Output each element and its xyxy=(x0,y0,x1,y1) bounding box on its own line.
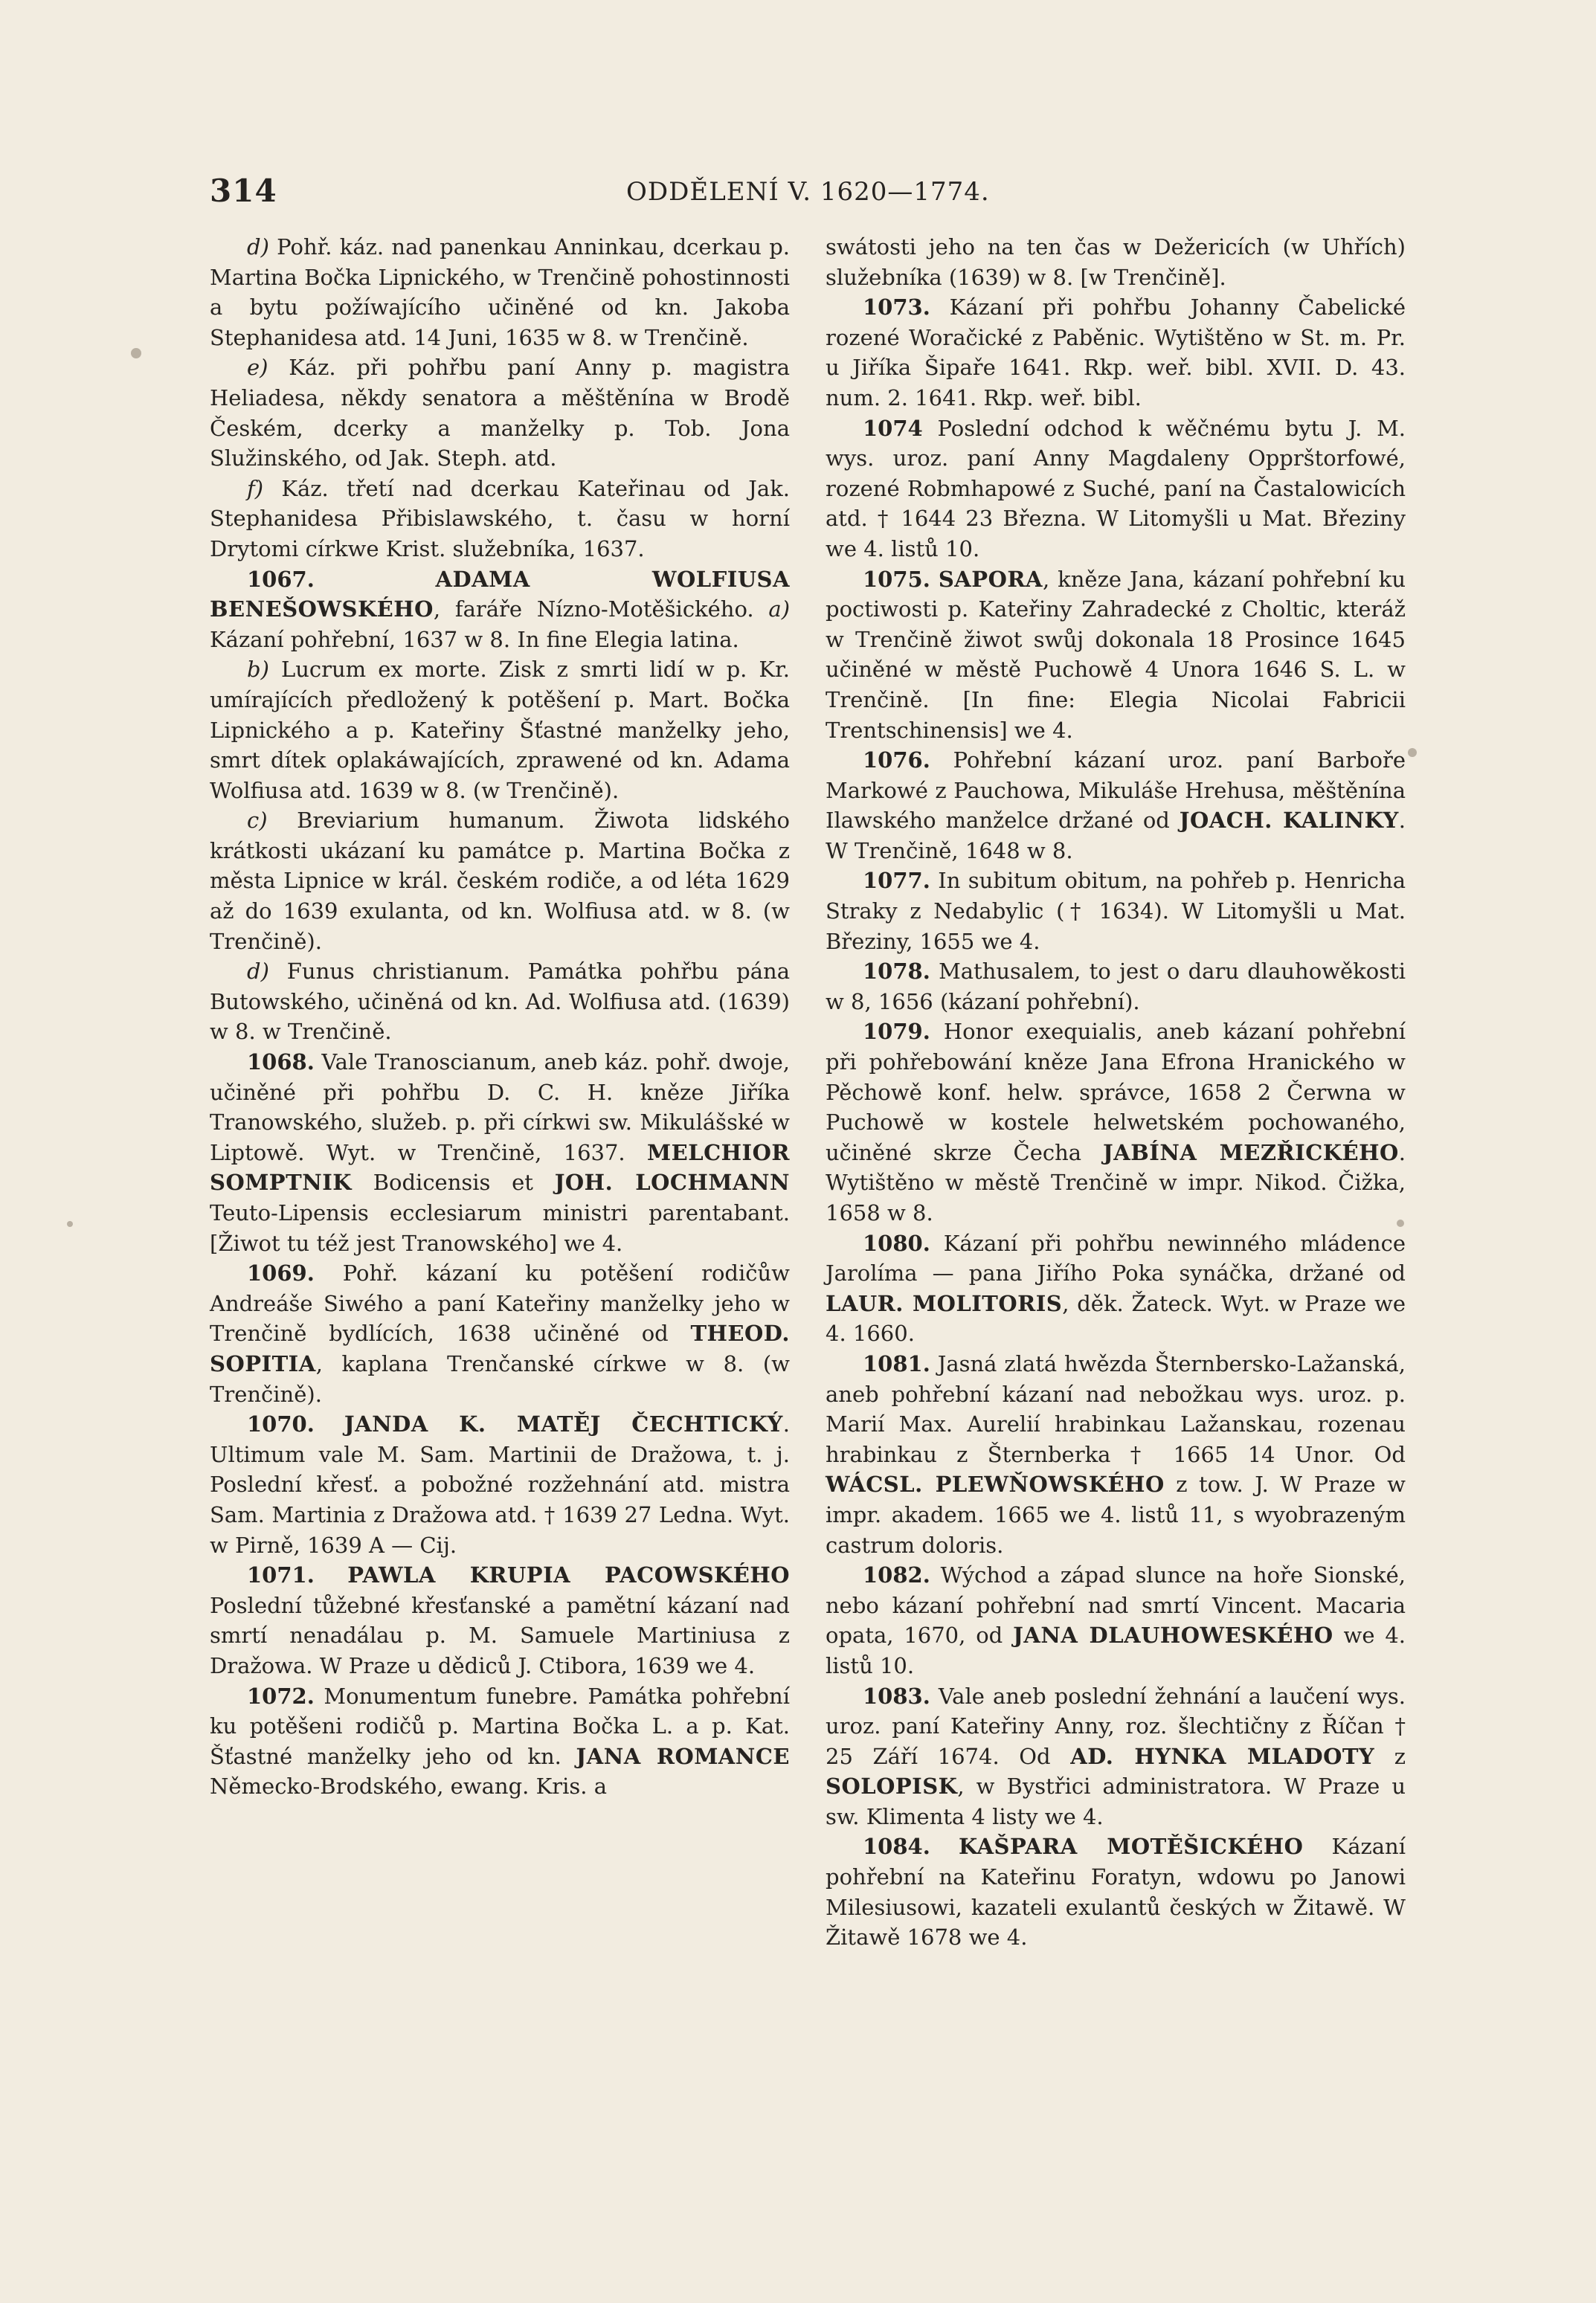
entry-1068 xyxy=(210,1047,790,1258)
paper-speck xyxy=(1408,748,1417,757)
entry-number: 1076. xyxy=(863,747,930,773)
entry-text: Jasná zlatá hwězda Šternbersko-Lažanská, aneb pohřební kázaní nad nebožkau wys. uroz. p. Marií Max. Aurelií hrabinkau Lažanskau, rozenau hrabinkau z Šternberka † 1665 14 Unor. Od xyxy=(826,1350,1406,1467)
left-column xyxy=(210,232,790,1802)
entry-1075 xyxy=(826,564,1406,746)
entry-number: 1067. xyxy=(247,566,315,592)
author-name: AD. HYNKA MLADOTY xyxy=(1070,1743,1375,1769)
entry-text: Wýchod a západ slunce na hoře Sionské, nebo kázaní pohřební nad smrtí Vincent. Macaria opata, 1670, od xyxy=(826,1562,1406,1649)
author-name: THEOD. SOPITIA xyxy=(210,1321,791,1376)
entry-number: 1083. xyxy=(863,1683,930,1709)
entry-1066f xyxy=(210,474,790,564)
author-name: SAPORA xyxy=(938,566,1043,592)
entry-number: 1080. xyxy=(863,1230,930,1256)
author-name: LAUR. MOLITORIS xyxy=(826,1290,1063,1316)
entry-number: 1075. xyxy=(863,566,930,592)
entry-1079 xyxy=(826,1017,1406,1228)
paper-speck xyxy=(67,1221,73,1227)
entry-text: Pohřební kázaní uroz. paní Barboře Markowé z Pauchowa, Mikuláše Hrehusa, měštěnína Ilawského manželce držané od xyxy=(826,747,1406,834)
author-name: PAWLA KRUPIA PACOWSKÉHO xyxy=(347,1562,790,1588)
entry-1071 xyxy=(210,1560,790,1681)
entry-1082 xyxy=(826,1560,1406,1681)
entry-text: Teuto-Lipensis ecclesiarum ministri parentabant. [Žiwot tu též jest Tranowského] we 4. xyxy=(210,1200,790,1256)
entry-1072 xyxy=(210,1681,790,1802)
entry-text: Kázaní pohřební na Kateřinu Foratyn, wdowu po Janowi Milesiusowi, kazateli exulantů českých w Žitawě. W Žitawě 1678 we 4. xyxy=(826,1834,1406,1951)
entry-text: Lucrum ex morte. Zisk z smrti lidí w p. Kr. umírajících předložený k potěšení p. Mart. Bočka Lipnického a p. Kateřiny Šťastné manželky jeho, smrt dítek oplakáwajících, zprawené od kn. Adama Wolfiusa atd. 1639 w 8. (w Trenčině). xyxy=(210,657,790,803)
entry-text: Vale Tranoscianum, aneb káz. pohř. dwoje, učiněné při pohřbu D. C. H. kněze Jiříka Tranowského, služeb. p. při církwi sw. Mikulášské w Liptowě. Wyt. w Trenčině, 1637. xyxy=(210,1049,791,1165)
entry-text: Pohř. kázaní ku potěšení rodičůw Andreáše Siwého a paní Kateřiny manželky jeho w Trenčině bydlících, 1638 učiněné od xyxy=(210,1260,790,1347)
entry-text: Káz. při pohřbu paní Anny p. magistra Heliadesa, někdy senatora a měštěnína w Brodě Českém, dcerky a manželky p. Tob. Jona Služinského, od Jak. Steph. atd. xyxy=(210,355,791,471)
entry-text: Bodicensis et xyxy=(373,1170,533,1196)
author-name: JANA ROMANCE xyxy=(576,1743,790,1769)
author-name: JABÍNA MEZŘICKÉHO xyxy=(1103,1139,1399,1165)
entry-text: Honor exequialis, aneb kázaní pohřební při pohřebowání kněze Jana Efrona Hranického w Pěchowě konf. helw. správce, 1658 2 Čerwna w Puchowě w kostele helwetském pochowaného, učiněné skrze Čecha xyxy=(826,1019,1406,1165)
entry-text: Kázaní při pohřbu newinného mládence Jarolíma — pana Jiřího Poka synáčka, držané od xyxy=(826,1230,1406,1286)
right-column xyxy=(826,232,1406,1953)
author-name: SOLOPISK xyxy=(826,1774,958,1800)
entry-text: , w Bystřici administratora. W Praze u sw. Klimenta 4 listy we 4. xyxy=(826,1774,1406,1829)
entry-number: 1070. xyxy=(247,1411,315,1437)
entry-number: 1082. xyxy=(863,1562,930,1588)
author-name: MELCHIOR SOMPTNIK xyxy=(210,1139,790,1196)
entry-text: In subitum obitum, na pohřeb p. Henricha Straky z Nedabylic († 1634). W Litomyšli u Mat. Březiny, 1655 we 4. xyxy=(826,868,1406,954)
entry-1067d xyxy=(210,956,790,1047)
entry-1083 xyxy=(826,1681,1406,1832)
entry-text: z xyxy=(1394,1743,1406,1769)
entry-text: . W Trenčině, 1648 w 8. xyxy=(826,808,1406,863)
entry-text: Poslední tůžebné křesťanské a pamětní kázaní nad smrtí nenadálau p. M. Samuele Martiniusa z Dražowa. W Praze u dědiců J. Ctibora, 1639 we 4. xyxy=(210,1592,790,1678)
running-head: ODDĚLENÍ V. 1620—1774. xyxy=(626,177,990,207)
entry-marker: d) xyxy=(247,959,269,985)
entry-text: . Wytištěno w městě Trenčině w impr. Nikod. Čižka, 1658 w 8. xyxy=(826,1139,1406,1225)
entry-text: , faráře Nízno-Motěšického. xyxy=(433,596,754,622)
paper-speck xyxy=(131,348,141,358)
entry-1078 xyxy=(826,956,1406,1017)
entry-1067c xyxy=(210,805,790,956)
entry-text: Funus christianum. Památka pohřbu pána Butowského, učiněná od kn. Ad. Wolfiusa atd. (1639) w 8. w Trenčině. xyxy=(210,959,790,1045)
entry-1066e xyxy=(210,352,790,473)
entry-text: Káz. třetí nad dcerkau Kateřinau od Jak. Stephanidesa Přibislawského, t. času w horní Drytomi církwe Krist. služebníka, 1637. xyxy=(210,475,790,561)
author-name: WÁCSL. PLEWŇOWSKÉHO xyxy=(826,1472,1165,1498)
entry-text: . Ultimum vale M. Sam. Martinii de Dražowa, t. j. Poslední křesť. a pobožné rozžehnání atd. mistra Sam. Martinia z Dražowa atd. † 1639 27 Ledna. Wyt. w Pirně, 1639 A — Cij. xyxy=(210,1411,790,1558)
entry-1073 xyxy=(826,292,1406,413)
entry-number: 1084. xyxy=(863,1834,930,1860)
entry-marker: e) xyxy=(247,355,268,381)
entry-number: 1079. xyxy=(863,1019,930,1045)
author-name: KAŠPARA MOTĚŠICKÉHO xyxy=(958,1834,1304,1860)
entry-1084 xyxy=(826,1832,1406,1952)
entry-1077 xyxy=(826,866,1406,956)
entry-1081 xyxy=(826,1349,1406,1560)
author-name: JOACH. KALINKY xyxy=(1179,808,1399,834)
entry-number: 1069. xyxy=(247,1260,315,1286)
entry-number: 1077. xyxy=(863,868,930,894)
entry-1067 xyxy=(210,564,790,655)
entry-marker: b) xyxy=(247,657,269,683)
entry-number: 1068. xyxy=(247,1049,315,1075)
entry-text: Vale aneb poslední žehnání a laučení wys. uroz. paní Kateřiny Anny, roz. šlechtičny z Říčan † 25 Září 1674. Od xyxy=(826,1683,1406,1769)
author-name: JANA DLAUHOWESKÉHO xyxy=(1013,1623,1333,1649)
entry-text: Poslední odchod k wěčnému bytu J. M. wys. uroz. paní Anny Magdaleny Opprštorfowé, rozené Robmhapowé z Suché, paní na Častalowicích atd. † 1644 23 Března. W Litomyšli u Mat. Březiny we 4. listů 10. xyxy=(826,415,1406,561)
entry-number: 1078. xyxy=(863,959,930,985)
entry-text: Německo-Brodského, ewang. Kris. a xyxy=(210,1774,608,1800)
entry-1069 xyxy=(210,1258,790,1409)
entry-1072-continued: swátosti jeho na ten čas w Dežericích (w Uhřích) služebníka (1639) w 8. [w Trenčině]. xyxy=(826,234,1406,290)
entry-text: Breviarium humanum. Žiwota lidského krátkosti ukázaní ku památce p. Martina Bočka z města Lipnice w král. českém rodiče, a od léta 1629 až do 1639 exulanta, od kn. Wolfiusa atd. w 8. (w Trenčině). xyxy=(210,808,790,954)
entry-1076 xyxy=(826,745,1406,866)
entry-text: Kázaní pohřební, 1637 w 8. In fine Elegia latina. xyxy=(210,626,739,652)
paper-speck xyxy=(1397,1220,1404,1227)
page-header xyxy=(210,173,1415,217)
entry-text: we 4. listů 10. xyxy=(826,1623,1406,1678)
entry-1067b xyxy=(210,654,790,805)
entry-1074 xyxy=(826,413,1406,564)
entry-number: 1074 xyxy=(863,415,923,441)
entry-1070 xyxy=(210,1409,790,1560)
entry-1066d xyxy=(210,232,790,352)
entry-text: Kázaní při pohřbu Johanny Čabelické rozené Woračické z Paběnic. Wytištěno w St. m. Pr. u Jiříka Šipaře 1641. Rkp. weř. bibl. XVII. D. 43. num. 2. 1641. Rkp. weř. bibl. xyxy=(826,294,1406,410)
author-name: JOH. LOCHMANN xyxy=(554,1170,791,1196)
entry-1080 xyxy=(826,1228,1406,1349)
entry-text: , děk. Žateck. Wyt. w Praze we 4. 1660. xyxy=(826,1290,1406,1347)
author-name: ADAMA WOLFIUSA BENEŠOWSKÉHO xyxy=(210,566,790,622)
entry-number: 1071. xyxy=(247,1562,315,1588)
entry-marker: d) xyxy=(247,234,269,260)
entry-text: Monumentum funebre. Památka pohřební ku potěšeni rodičů p. Martina Bočka L. a p. Kat. Šťastné manželky jeho od kn. xyxy=(210,1683,791,1769)
entry-text: z tow. J. W Praze w impr. akadem. 1665 we 4. listů 11, s wyobrazeným castrum doloris. xyxy=(826,1472,1406,1558)
author-name: JANDA K. MATĚJ ČECHTICKÝ xyxy=(344,1411,783,1437)
entry-marker: f) xyxy=(247,475,264,501)
entry-text: , kněze Jana, kázaní pohřební ku poctiwosti p. Kateřiny Zahradecké z Choltic, kteráž w Trenčině žiwot swůj dokonala 18 Prosince 1645 učiněné w městě Puchowě 4 Unora 1646 S. L. w Trenčině. [In fine: Elegia Nicolai Fabricii Trentschinensis] we 4. xyxy=(826,566,1406,743)
entry-text: Mathusalem, to jest o daru dlauhowěkosti w 8, 1656 (kázaní pohřební). xyxy=(826,959,1406,1014)
page-number: 314 xyxy=(210,173,277,209)
entry-marker: c) xyxy=(247,808,268,834)
entry-text: Pohř. káz. nad panenkau Anninkau, dcerkau p. Martina Bočka Lipnického, w Trenčině pohostinnosti a bytu požíwajícího učiněné od kn. Jakoba Stephanidesa atd. 14 Juni, 1635 w 8. w Trenčině. xyxy=(210,234,791,350)
entry-text: , kaplana Trenčanské církwe w 8. (w Trenčině). xyxy=(210,1350,790,1407)
entry-marker: a) xyxy=(768,596,791,622)
entry-number: 1081. xyxy=(863,1350,930,1376)
entry-number: 1072. xyxy=(247,1683,315,1709)
entry-number: 1073. xyxy=(863,294,930,321)
